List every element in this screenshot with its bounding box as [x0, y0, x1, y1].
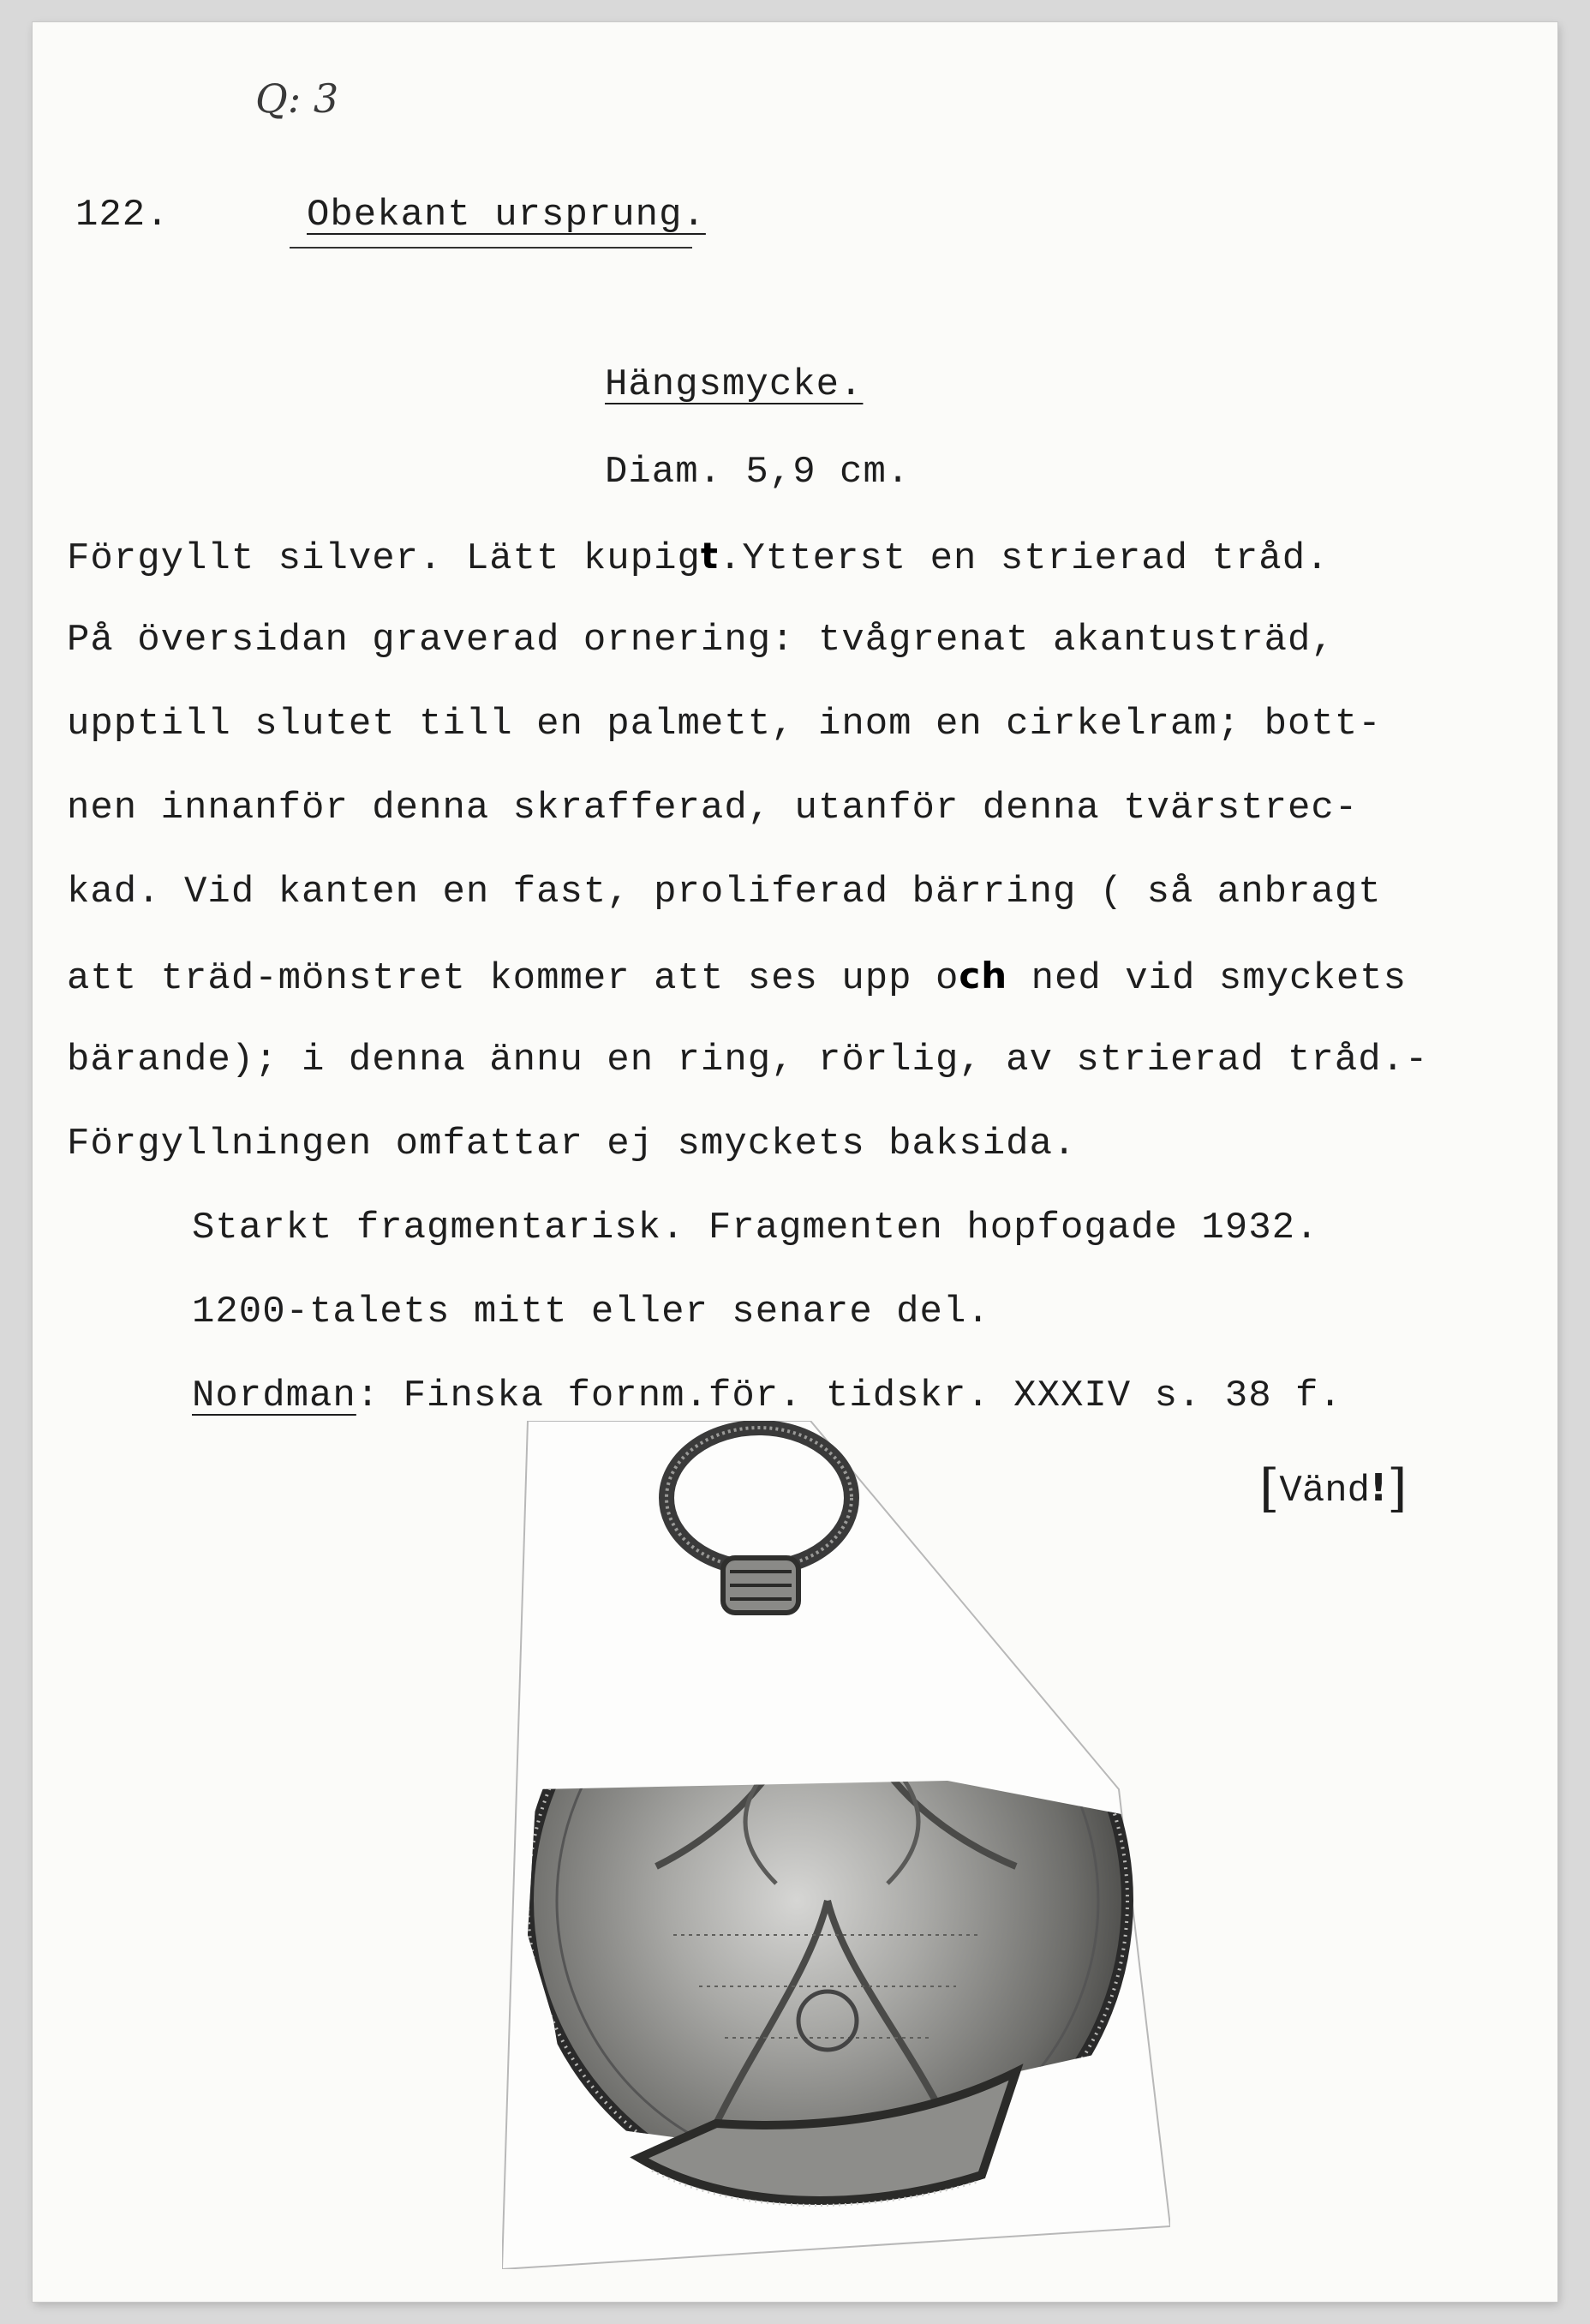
catalog-card	[33, 22, 1557, 2302]
description-line-7: bärande); i denna ännu en ring, rörlig, av strierad tråd.-	[67, 1039, 1429, 1081]
handwritten-reference: Q: 3	[255, 75, 339, 122]
handwritten-correction: ch	[959, 955, 1008, 997]
literature-reference: Nordman: Finska fornm.för. tidskr. XXXIV s. 38 f.	[192, 1375, 1342, 1417]
turn-over-note: [Vänd!]	[1259, 1458, 1408, 1518]
description-line-3: upptill slutet till en palmett, inom en cirkelram; bott-	[67, 703, 1382, 746]
description-line-4: nen innanför denna skrafferad, utanför denna tvärstrec-	[67, 787, 1359, 830]
description-line-5: kad. Vid kanten en fast, proliferad bärring ( så anbragt	[67, 871, 1382, 913]
dimension: Diam. 5,9 cm.	[605, 451, 911, 494]
origin-heading: Obekant ursprung.	[307, 194, 706, 237]
description-line-8: Förgyllningen omfattar ej smyckets baksida.	[67, 1123, 1077, 1165]
origin-rule	[290, 247, 692, 249]
handwritten-correction: t	[700, 535, 719, 577]
description-line-1: Förgyllt silver. Lätt kupigt.Ytterst en strierad tråd.	[67, 535, 1330, 580]
description-line-2: På översidan graverad ornering: tvågrenat akantusträd,	[67, 619, 1335, 662]
reference-author: Nordman	[192, 1375, 356, 1417]
item-number: 122.	[75, 194, 170, 237]
dating-note: 1200-talets mitt eller senare del.	[192, 1291, 990, 1333]
pendant-photo	[502, 1421, 1170, 2269]
description-line-6: att träd-mönstret kommer att ses upp och ned vid smyckets	[67, 955, 1408, 1000]
condition-note: Starkt fragmentarisk. Fragmenten hopfogade 1932.	[192, 1207, 1319, 1249]
object-title: Hängsmycke.	[605, 363, 864, 406]
